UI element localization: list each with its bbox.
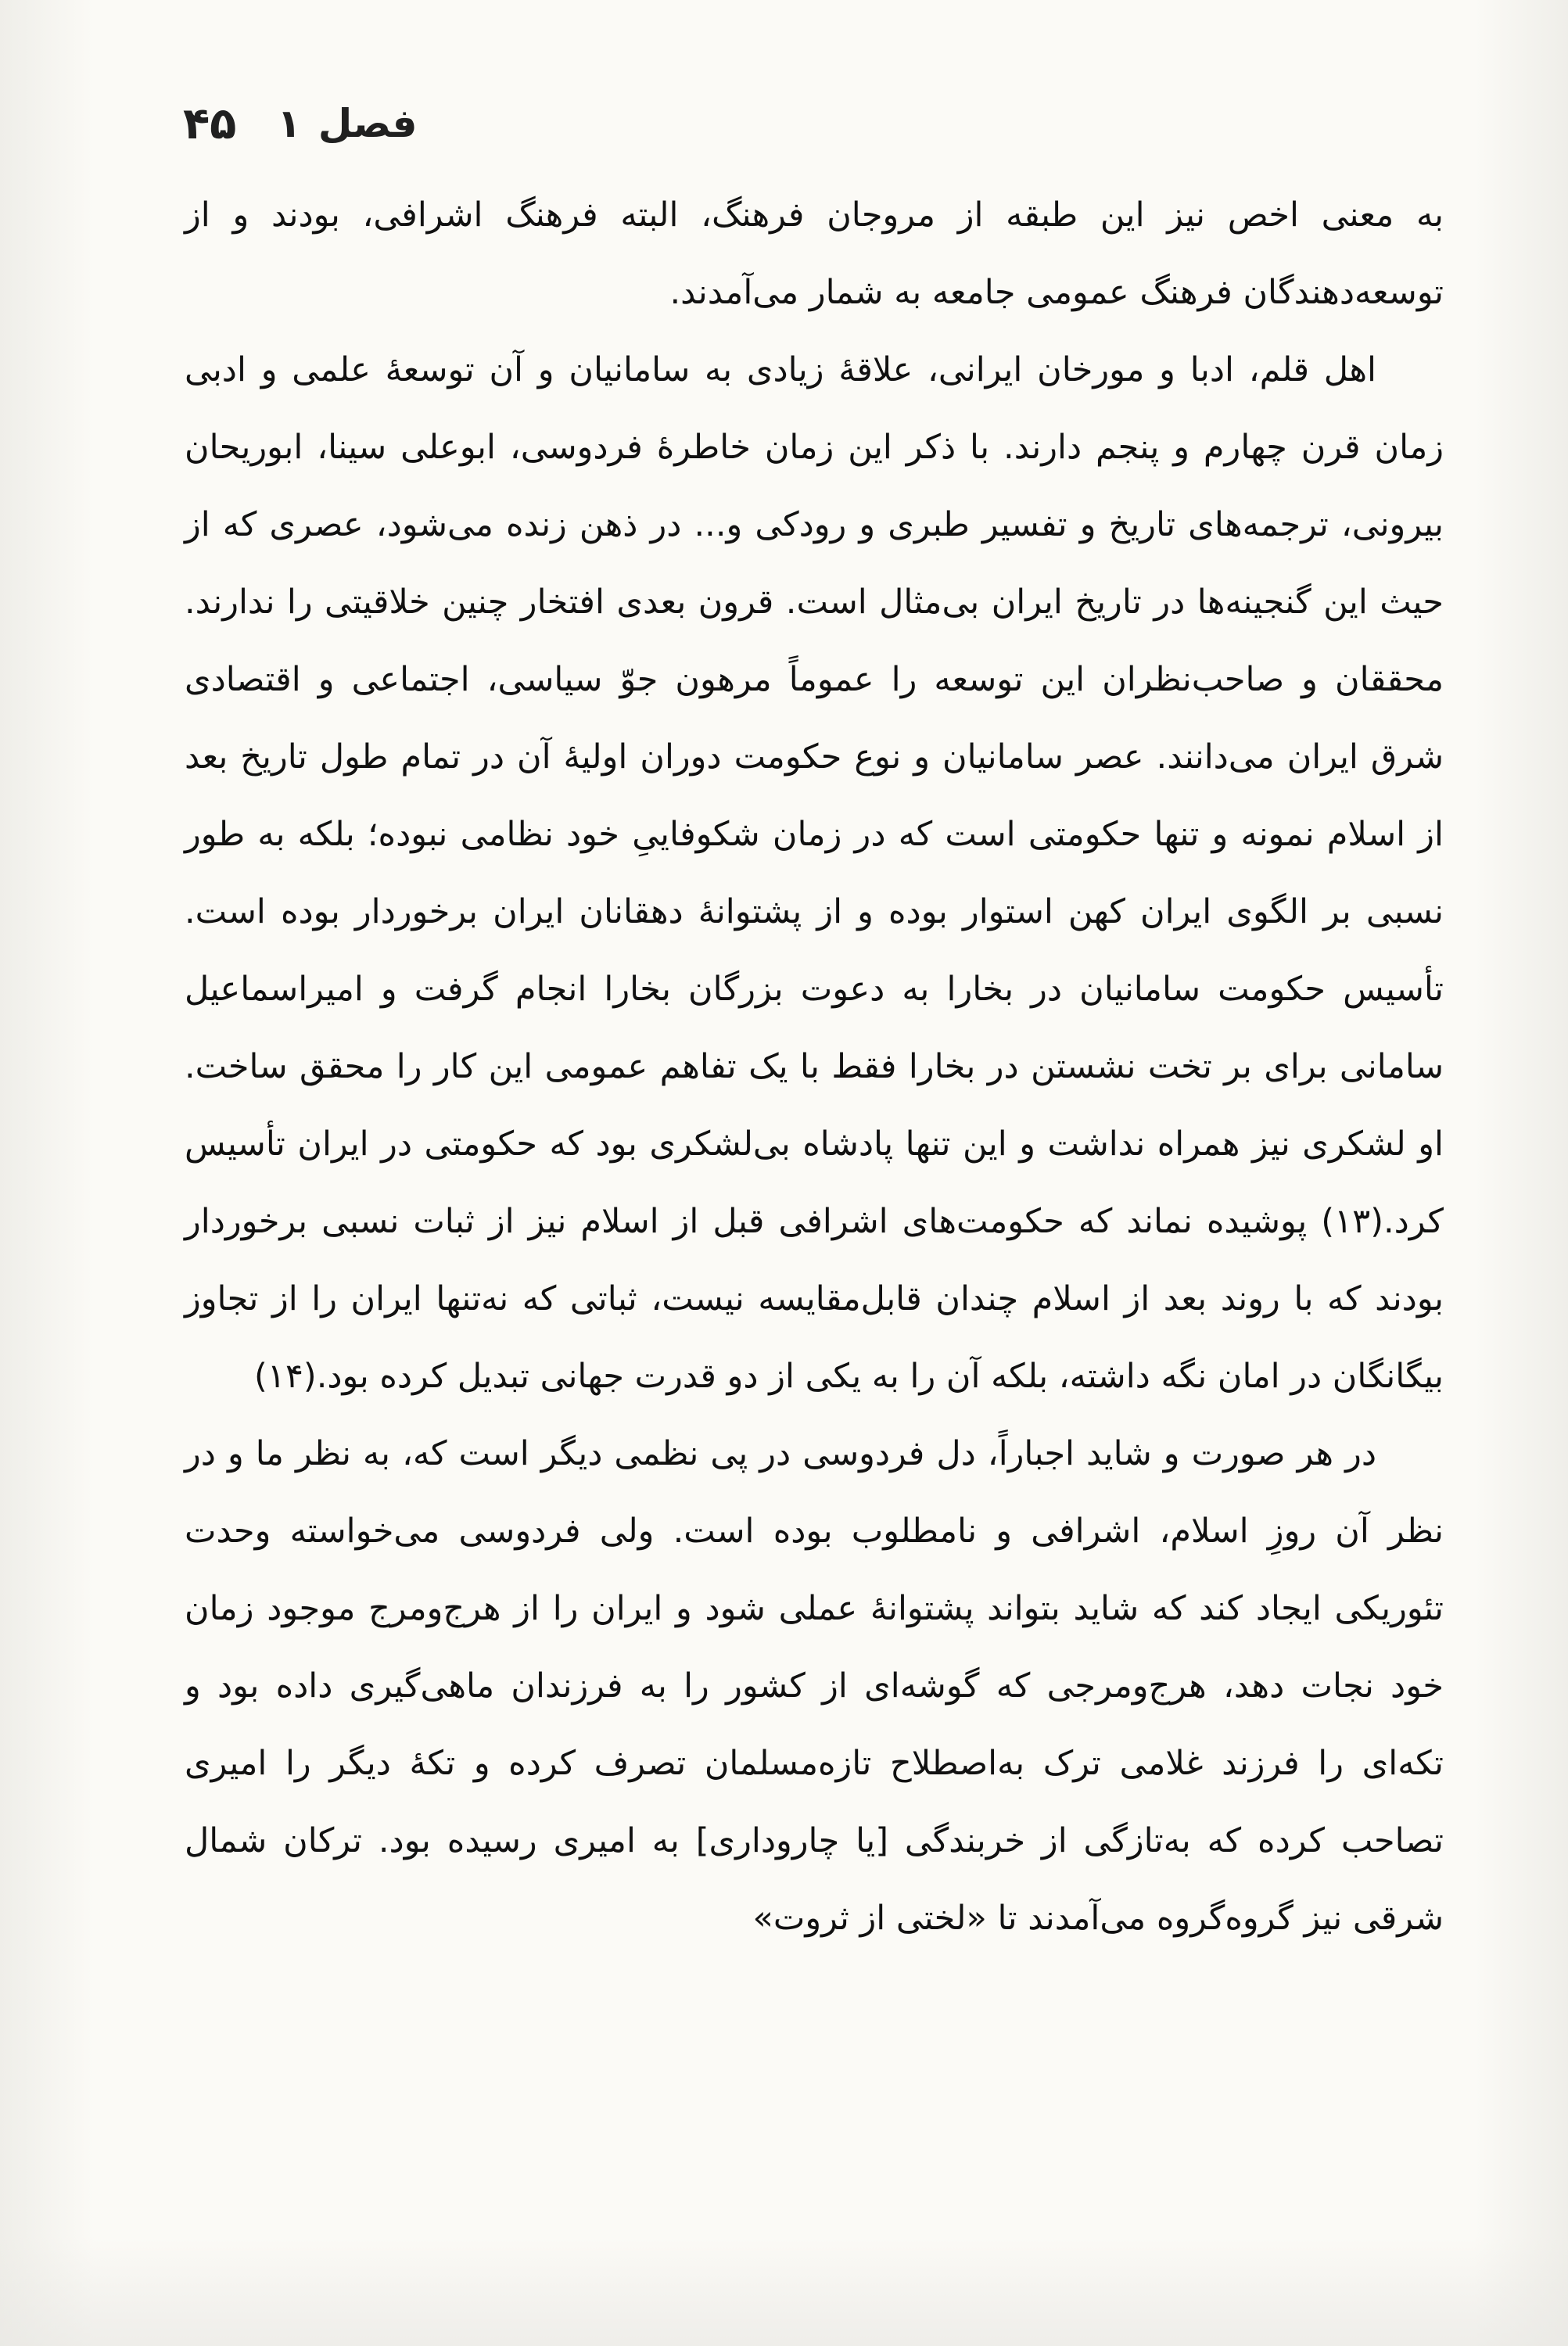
body-text: [185, 177, 1444, 1957]
chapter-number: ۱: [277, 101, 301, 146]
paragraph-3: در هر صورت و شاید اجباراً، دل فردوسی در پی نظمی دیگر است که، به نظر ما و در نظر آن روزِ اسلام، اشرافی و نامطلوب بوده است. ولی فردوسی می‌خواسته وحدت تئوریکی ایجاد کند که شاید بتواند پشتوانهٔ عملی شود و ایران را از هرج‌ومرج موجود زمان خود نجات دهد، هرج‌ومرجی که گوشه‌ای از کشور را به فرزندان ماهی‌گیری داده بود و تکه‌ای را فرزند غلامی ترک به‌اصطلاح تازه‌مسلمان تصرف کرده و تکهٔ دیگر را امیری تصاحب کرده که به‌تازگی از خربندگی [یا چاروداری] به امیری رسیده بود. ترکان شمال شرقی نیز گروه‌گروه می‌آمدند تا «لختی از ثروت»: [185, 1434, 1444, 1938]
paragraph-1: به معنی اخص نیز این طبقه از مروجان فرهنگ، البته فرهنگ اشرافی، بودند و از توسعه‌دهندگان فرهنگ عمومی جامعه به شمار می‌آمدند.: [185, 196, 1444, 312]
page-bottom-shadow: [0, 2237, 1568, 2346]
page-header: [183, 92, 418, 155]
chapter-label: فصل: [318, 101, 418, 146]
page-number: ۴۵: [183, 98, 237, 149]
paragraph-2: اهل قلم، ادبا و مورخان ایرانی، علاقهٔ زیادی به سامانیان و آن توسعهٔ علمی و ادبی زمان قرن چهارم و پنجم دارند. با ذکر این زمان خاطرهٔ فردوسی، ابوعلی سینا، ابوریحان بیرونی، ترجمه‌های تاریخ و تفسیر طبری و رودکی و... در ذهن زنده می‌شود، عصری که از حیث این گنجینه‌ها در تاریخ ایران بی‌مثال است. قرون بعدی افتخار چنین خلاقیتی را ندارند. محققان و صاحب‌نظران این توسعه را عموماً مرهون جوّ سیاسی، اجتماعی و اقتصادی شرق ایران می‌دانند. عصر سامانیان و نوع حکومت دوران اولیهٔ آن در تمام طول تاریخ بعد از اسلام نمونه و تنها حکومتی است که در زمان شکوفاییِ خود نظامی نبوده؛ بلکه به طور نسبی بر الگوی ایران کهن استوار بوده و از پشتوانهٔ دهقانان ایران برخوردار بوده است. تأسیس حکومت سامانیان در بخارا به دعوت بزرگان بخارا انجام گرفت و امیراسماعیل سامانی برای بر تخت نشستن در بخارا فقط با یک تفاهم عمومی این کار را محقق ساخت. او لشکری نیز همراه نداشت و این تنها پادشاه بی‌لشکری بود که حکومتی در ایران تأسیس کرد.(۱۳) پوشیده نماند که حکومت‌های اشرافی قبل از اسلام نیز از ثبات نسبی برخوردار بودند که با روند بعد از اسلام چندان قابل‌مقایسه نیست، ثباتی که نه‌تنها ایران را از تجاوز بیگانگان در امان نگه داشته، بلکه آن را به یکی از دو قدرت جهانی تبدیل کرده بود.(۱۴): [185, 350, 1444, 1396]
